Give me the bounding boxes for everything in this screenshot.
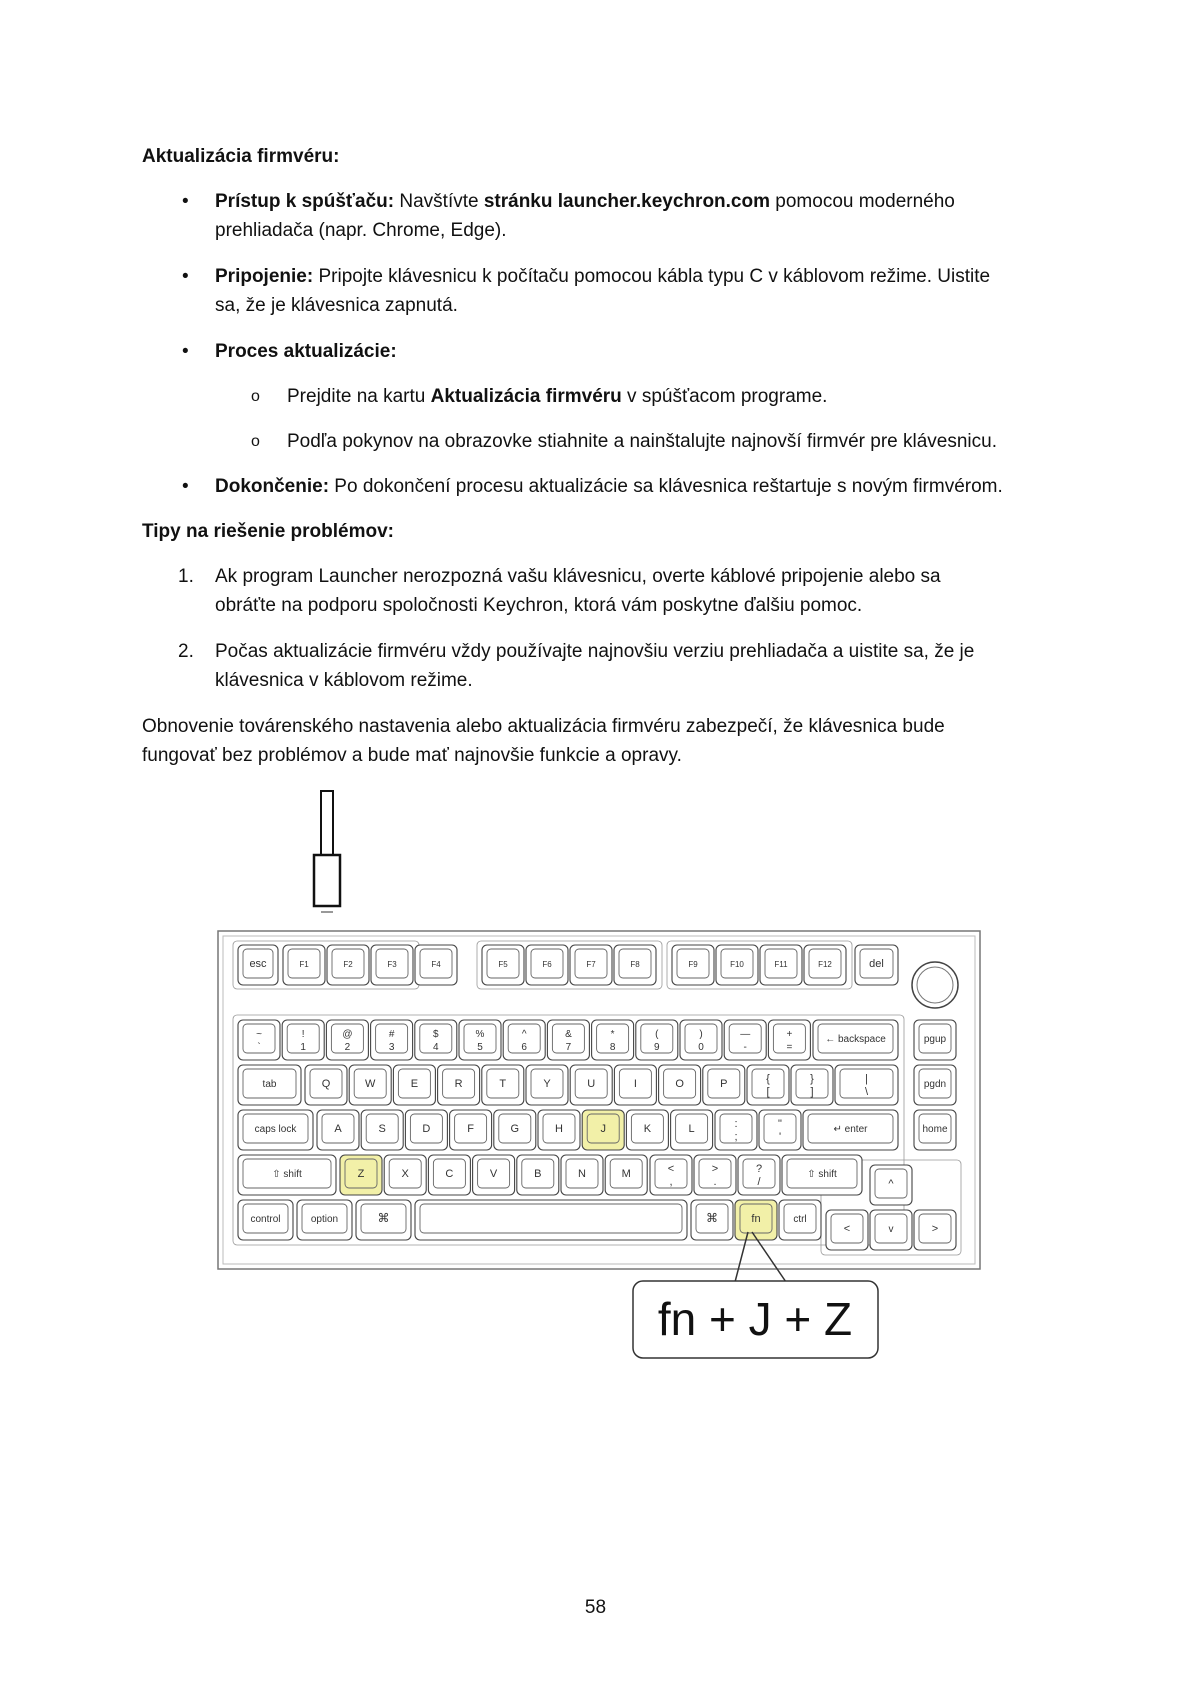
key-t [482,1065,524,1105]
key-f10 [716,945,758,985]
key-n [561,1155,603,1195]
key-a [317,1110,359,1150]
key-rshift [782,1155,862,1195]
launcher-link[interactable]: stránku launcher.keychron.com [483,191,771,212]
key-slash [738,1155,780,1195]
key-m-label: M [621,1168,631,1180]
key-rbracket [791,1065,833,1105]
key-h [538,1110,580,1150]
key-x [384,1155,426,1195]
key-comma-label: < [667,1163,675,1175]
key-minus-label: — [740,1029,751,1040]
key-i [614,1065,656,1105]
key-space [415,1200,687,1240]
key-f6-label: F6 [542,960,552,969]
key-q [305,1065,347,1105]
key-minus-label-secondary: - [743,1042,747,1053]
key-n9-label: ( [655,1029,659,1040]
key-n3-label-secondary: 3 [388,1042,395,1053]
key-n6 [503,1020,545,1060]
key-u-label: U [587,1078,596,1090]
key-n9-label-secondary: 9 [654,1042,660,1053]
key-p [703,1065,745,1105]
key-n3 [371,1020,413,1060]
shortcut-label: fn + J + Z [657,1293,853,1345]
key-e-label: E [410,1078,419,1090]
key-f4-label: F4 [431,960,441,969]
key-f1 [283,945,325,985]
key-home-label: home [922,1124,948,1135]
key-backslash [835,1065,898,1105]
key-y-label: Y [543,1078,551,1090]
key-d-label: D [422,1123,431,1135]
key-d [405,1110,447,1150]
key-x-label: X [401,1168,409,1180]
key-g-label: G [510,1123,520,1135]
list-item-cont: prehliadača (napr. Chrome, Edge). [215,220,507,241]
key-n1-label-secondary: 1 [300,1042,306,1053]
key-comma [650,1155,692,1195]
page-number: 58 [584,1597,607,1618]
key-f8-label: F8 [630,960,640,969]
key-backslash-label: | [865,1073,868,1085]
list-item-cont: obráťte na podporu spoločnosti Keychron, ktorá vám poskytne ďalšiu pomoc. [215,595,863,616]
key-rshift-label: ⇧ shift [807,1169,837,1180]
closing-paragraph: Obnovenie továrenského nastavenia alebo aktualizácia firmvéru zabezpečí, že klávesnica bude [142,716,945,737]
key-rbracket-label: } [810,1073,814,1085]
bullet: • [182,266,189,287]
key-n5-label: % [475,1029,485,1040]
key-quote-label: " [778,1118,782,1130]
key-minus [724,1020,766,1060]
key-tab [238,1065,301,1105]
key-f10-label: F10 [730,960,744,969]
bullet: • [182,476,189,497]
key-f5 [482,945,524,985]
key-left [826,1210,868,1250]
key-m [605,1155,647,1195]
key-n1 [282,1020,324,1060]
key-o [659,1065,701,1105]
key-q-label: Q [321,1078,331,1090]
key-n8-label: * [610,1029,615,1040]
key-n3-label: # [388,1029,395,1040]
key-s-label: S [378,1123,386,1135]
key-lshift-label: ⇧ shift [272,1169,302,1180]
key-ctrl [779,1200,821,1240]
key-equal-label-secondary: = [786,1042,793,1053]
bullet: • [182,191,189,212]
key-f6 [526,945,568,985]
key-grave-label-secondary: ` [257,1042,261,1053]
key-n-label: N [578,1168,586,1180]
key-f [450,1110,492,1150]
closing-paragraph-cont: fungovať bez problémov a bude mať najnovšie funkcie a opravy. [142,745,682,766]
key-n7-label-secondary: 7 [565,1042,572,1053]
usb-cable [321,791,333,855]
key-quote-label-secondary: ' [778,1131,782,1143]
key-f2-label: F2 [343,960,353,969]
key-v-label: V [489,1168,498,1180]
key-rcmd-label: ⌘ [706,1211,718,1225]
key-n9 [636,1020,678,1060]
key-ctrl-label: ctrl [793,1214,807,1225]
key-r [438,1065,480,1105]
sub-list-item: Prejdite na kartu Aktualizácia firmvéru v spúšťacom programe. [287,386,828,407]
key-right-label: > [931,1223,939,1235]
key-n2 [326,1020,368,1060]
key-semicolon [715,1110,757,1150]
key-period [694,1155,736,1195]
key-f7-label: F7 [586,960,596,969]
key-n4-label-secondary: 4 [433,1042,439,1053]
key-pgup [914,1020,956,1060]
key-f4 [415,945,457,985]
key-f11-label: F11 [774,960,788,969]
key-i-label: I [633,1078,637,1090]
key-enter [803,1110,898,1150]
key-z [340,1155,382,1195]
key-n2-label-secondary: 2 [344,1042,351,1053]
key-f9 [672,945,714,985]
key-right [914,1210,956,1250]
key-p-label: P [720,1078,728,1090]
key-n8-label-secondary: 8 [609,1042,616,1053]
key-del [855,945,898,985]
key-control [238,1200,293,1240]
list-item: Pripojenie: Pripojte klávesnicu k počítaču pomocou kábla typu C v káblovom režime. Uistite [215,266,991,287]
key-quote [759,1110,801,1150]
key-pgdn [914,1065,956,1105]
key-n7-label: & [565,1029,572,1040]
key-n4-label: $ [433,1029,439,1040]
key-k-label: K [643,1123,652,1135]
key-up [870,1165,912,1205]
list-item: Dokončenie: Po dokončení procesu aktualizácie sa klávesnica reštartuje s novým firmvérom. [215,476,1003,497]
key-fn-label: fn [751,1213,761,1225]
key-backslash-label-secondary: \ [864,1086,869,1098]
key-semicolon-label: : [734,1118,738,1130]
key-fn [735,1200,777,1240]
key-f3 [371,945,413,985]
key-lbracket [747,1065,789,1105]
key-r-label: R [454,1078,463,1090]
key-j [582,1110,624,1150]
key-f9-label: F9 [688,960,698,969]
key-v [473,1155,515,1195]
key-a-label: A [334,1123,342,1135]
key-w-label: W [365,1078,376,1090]
key-grave-label: ~ [256,1029,262,1040]
key-n5-label-secondary: 5 [477,1042,483,1053]
key-period-label-secondary: . [713,1176,717,1188]
key-option-label: option [310,1214,339,1225]
key-caps [238,1110,313,1150]
list-item: Proces aktualizácie: [215,341,397,362]
key-n0-label: ) [699,1029,703,1040]
key-lshift [238,1155,336,1195]
key-e [393,1065,435,1105]
key-pgup-label: pgup [923,1034,947,1045]
key-f-label: F [467,1123,474,1135]
key-backspace [813,1020,898,1060]
rotary-knob-cap [917,967,953,1003]
key-cmd-label: ⌘ [377,1211,390,1225]
key-option [297,1200,352,1240]
key-f8 [614,945,656,985]
key-f7 [570,945,612,985]
key-j-label: J [600,1123,606,1135]
key-down-label: v [888,1224,894,1235]
key-home [914,1110,956,1150]
key-lbracket-label-secondary: [ [766,1086,770,1098]
key-slash-label: ? [755,1163,763,1175]
key-esc [238,945,278,985]
usb-c-plug [314,855,340,906]
troubleshooting-heading: Tipy na riešenie problémov: [142,521,395,542]
key-t-label: T [499,1078,507,1090]
key-left-label: < [843,1223,851,1235]
key-n0 [680,1020,722,1060]
key-comma-label-secondary: , [669,1176,673,1188]
key-b [517,1155,559,1195]
key-lbracket-label: { [766,1073,770,1085]
key-n5 [459,1020,501,1060]
sub-bullet: o [251,433,260,450]
key-b-label: B [534,1168,542,1180]
sub-bullet: o [251,388,260,405]
key-f2 [327,945,369,985]
list-number: 2. [178,641,194,662]
key-u [570,1065,612,1105]
list-item: Počas aktualizácie firmvéru vždy používajte najnovšiu verziu prehliadača a uistite sa, že je [215,641,975,662]
key-enter-label: ↵ enter [833,1124,868,1135]
key-n4 [415,1020,457,1060]
list-number: 1. [178,566,194,587]
key-period-label: > [711,1163,719,1175]
key-n8 [592,1020,634,1060]
key-f5-label: F5 [498,960,508,969]
key-l-label: L [688,1123,695,1135]
key-control-label: control [250,1214,281,1225]
key-f1-label: F1 [299,960,309,969]
key-s [361,1110,403,1150]
key-equal [768,1020,810,1060]
key-up-label: ^ [888,1178,894,1190]
key-g [494,1110,536,1150]
key-n6-label: ^ [521,1029,527,1040]
key-f11 [760,945,802,985]
list-item: Ak program Launcher nerozpozná vašu klávesnicu, overte káblové pripojenie alebo sa [215,566,941,587]
key-z-label: Z [357,1168,365,1180]
list-item-cont: sa, že je klávesnica zapnutá. [215,295,458,316]
key-h-label: H [555,1123,563,1135]
key-caps-label: caps lock [254,1124,297,1135]
key-grave [238,1020,280,1060]
key-c-label: C [445,1168,454,1180]
key-tab-label: tab [262,1079,277,1090]
key-down [870,1210,912,1250]
sub-list-item: Podľa pokynov na obrazovke stiahnite a nainštalujte najnovší firmvér pre klávesnicu. [287,431,997,452]
key-n1-label: ! [301,1029,305,1040]
key-equal-label: + [786,1029,793,1040]
key-f12 [804,945,846,985]
key-l [671,1110,713,1150]
list-item: Prístup k spúšťaču: Navštívte stránku launcher.keychron.com pomocou moderného [215,191,955,212]
key-rbracket-label-secondary: ] [810,1086,814,1098]
bullet: • [182,341,189,362]
key-semicolon-label-secondary: ; [734,1131,738,1143]
key-f3-label: F3 [387,960,397,969]
key-n0-label-secondary: 0 [698,1042,704,1053]
key-c [428,1155,470,1195]
key-slash-label-secondary: / [757,1176,761,1188]
key-n7 [547,1020,589,1060]
key-backspace-label: ← backspace [825,1034,886,1045]
key-o-label: O [675,1078,684,1090]
key-cmd [356,1200,411,1240]
key-del-label: del [869,958,884,970]
list-item-cont: klávesnica v káblovom režime. [215,670,473,691]
key-space-top [420,1204,682,1233]
firmware-heading: Aktualizácia firmvéru: [142,146,340,167]
key-w [349,1065,391,1105]
key-y [526,1065,568,1105]
key-pgdn-label: pgdn [923,1079,947,1090]
key-f12-label: F12 [818,960,832,969]
key-k [626,1110,668,1150]
key-esc-label: esc [249,958,267,970]
key-rcmd [691,1200,733,1240]
key-n2-label: @ [342,1029,353,1040]
key-n6-label-secondary: 6 [521,1042,527,1053]
